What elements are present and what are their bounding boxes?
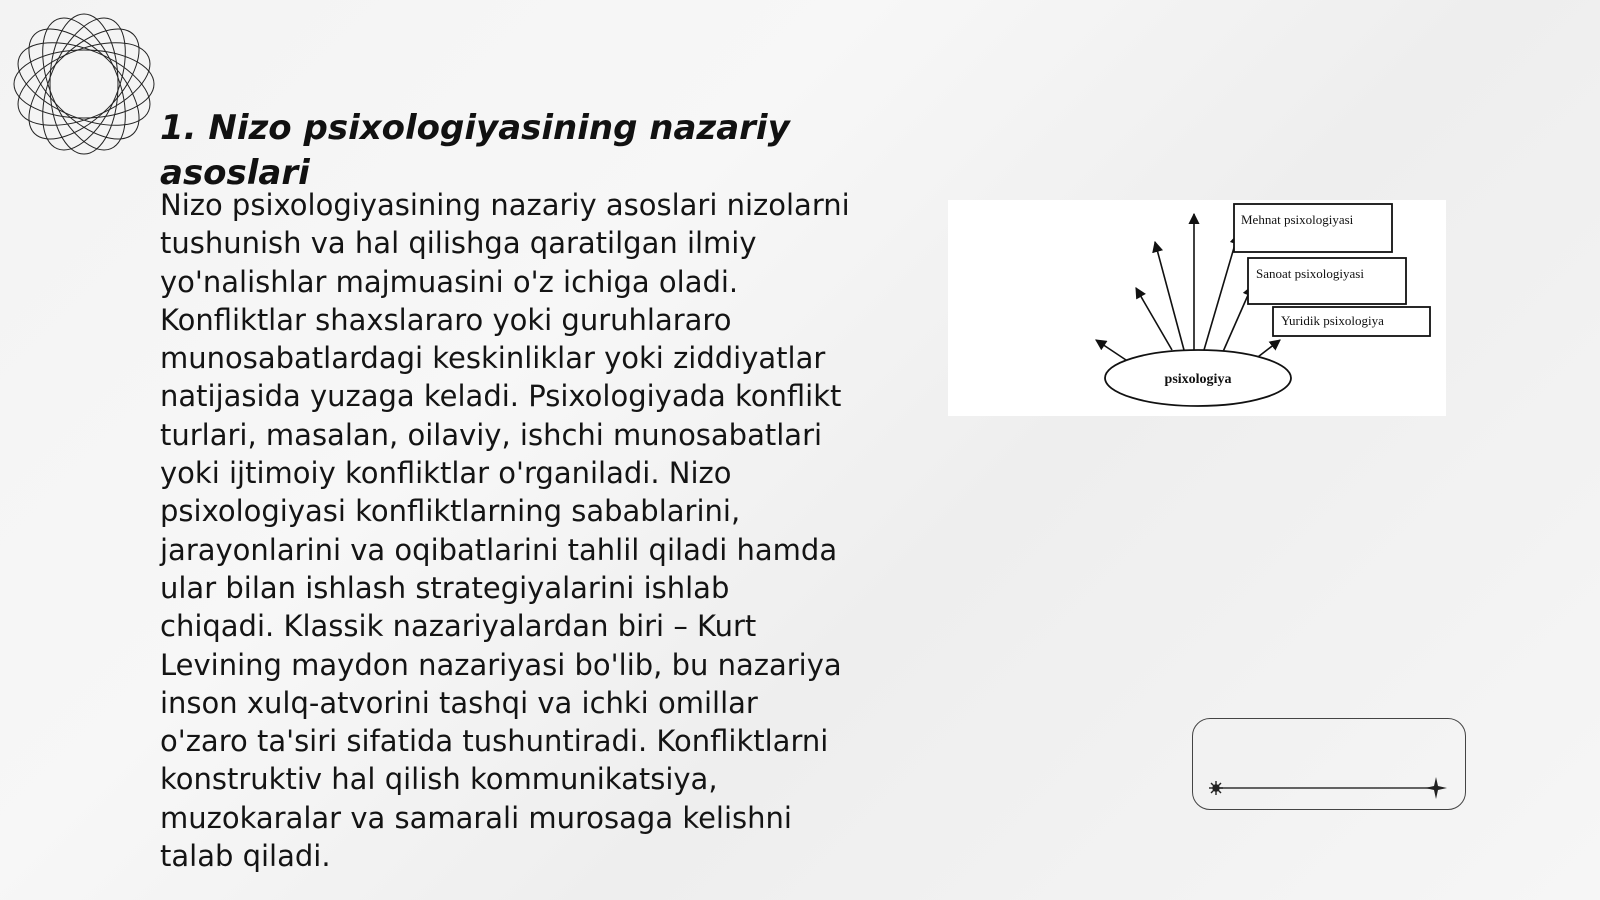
spirograph-ornament-icon bbox=[8, 8, 160, 160]
diagram-label-sanoat: Sanoat psixologiyasi bbox=[1256, 266, 1364, 281]
diagram-arrow bbox=[1155, 242, 1184, 350]
ornament-ring bbox=[26, 8, 142, 160]
ornament-ring bbox=[10, 10, 157, 157]
timeline-decoration bbox=[1192, 718, 1466, 810]
ornament-ring bbox=[8, 26, 160, 142]
ornament-ring bbox=[26, 8, 142, 160]
psychology-branches-diagram bbox=[948, 200, 1446, 416]
ornament-ring bbox=[14, 50, 154, 118]
ornament-ring bbox=[50, 14, 118, 154]
ornament-ring bbox=[10, 10, 157, 157]
slide-body-text: Nizo psixologiyasining nazariy asoslari nizolarni tushunish va hal qilishga qaratilgan ilmiy yo'nalishlar majmuasini o'z ichiga oladi. Konfliktlar shaxslararo yoki guruhlararo munosabatlardagi keskinliklar yoki ziddiyatlar natijasida yuzaga keladi. Psixologiyada konflikt turlari, masalan, oilaviy, ishchi munosabatlari yoki ijtimoiy konfliktlar o'rganiladi. Nizo psixologiyasi konfliktlarning sabablarini, jarayonlarini va oqibatlarini tahlil qiladi hamda ular bilan ishlash strategiyalarini ishlab chiqadi. Klassik nazariyalardan biri – Kurt Levining maydon nazariyasi bo'lib, bu nazariya inson xulq-atvorini tashqi va ichki omillar o'zaro ta'siri sifatida tushuntiradi. Konfliktlarni konstruktiv hal qilish kommunikatsiya, muzokaralar va samarali murosaga kelishni talab qiladi. bbox=[160, 188, 850, 874]
diagram-svg bbox=[948, 200, 1446, 416]
four-point-star-icon bbox=[1425, 777, 1447, 799]
slide-title: 1. Nizo psixologiyasining nazariy asoslari bbox=[160, 108, 790, 193]
diagram-label-mehnat: Mehnat psixologiyasi bbox=[1241, 212, 1354, 227]
sparkle-icon bbox=[1209, 781, 1223, 795]
diagram-arrow bbox=[1204, 234, 1238, 350]
diagram-center-label: psixologiya bbox=[1164, 372, 1232, 387]
ornament-ring bbox=[8, 26, 160, 142]
diagram-box-sanoat bbox=[1248, 258, 1406, 304]
diagram-label-yuridik: Yuridik psixologiya bbox=[1281, 313, 1384, 328]
diagram-arrow bbox=[1136, 288, 1172, 350]
diagram-arrow bbox=[1096, 340, 1126, 360]
